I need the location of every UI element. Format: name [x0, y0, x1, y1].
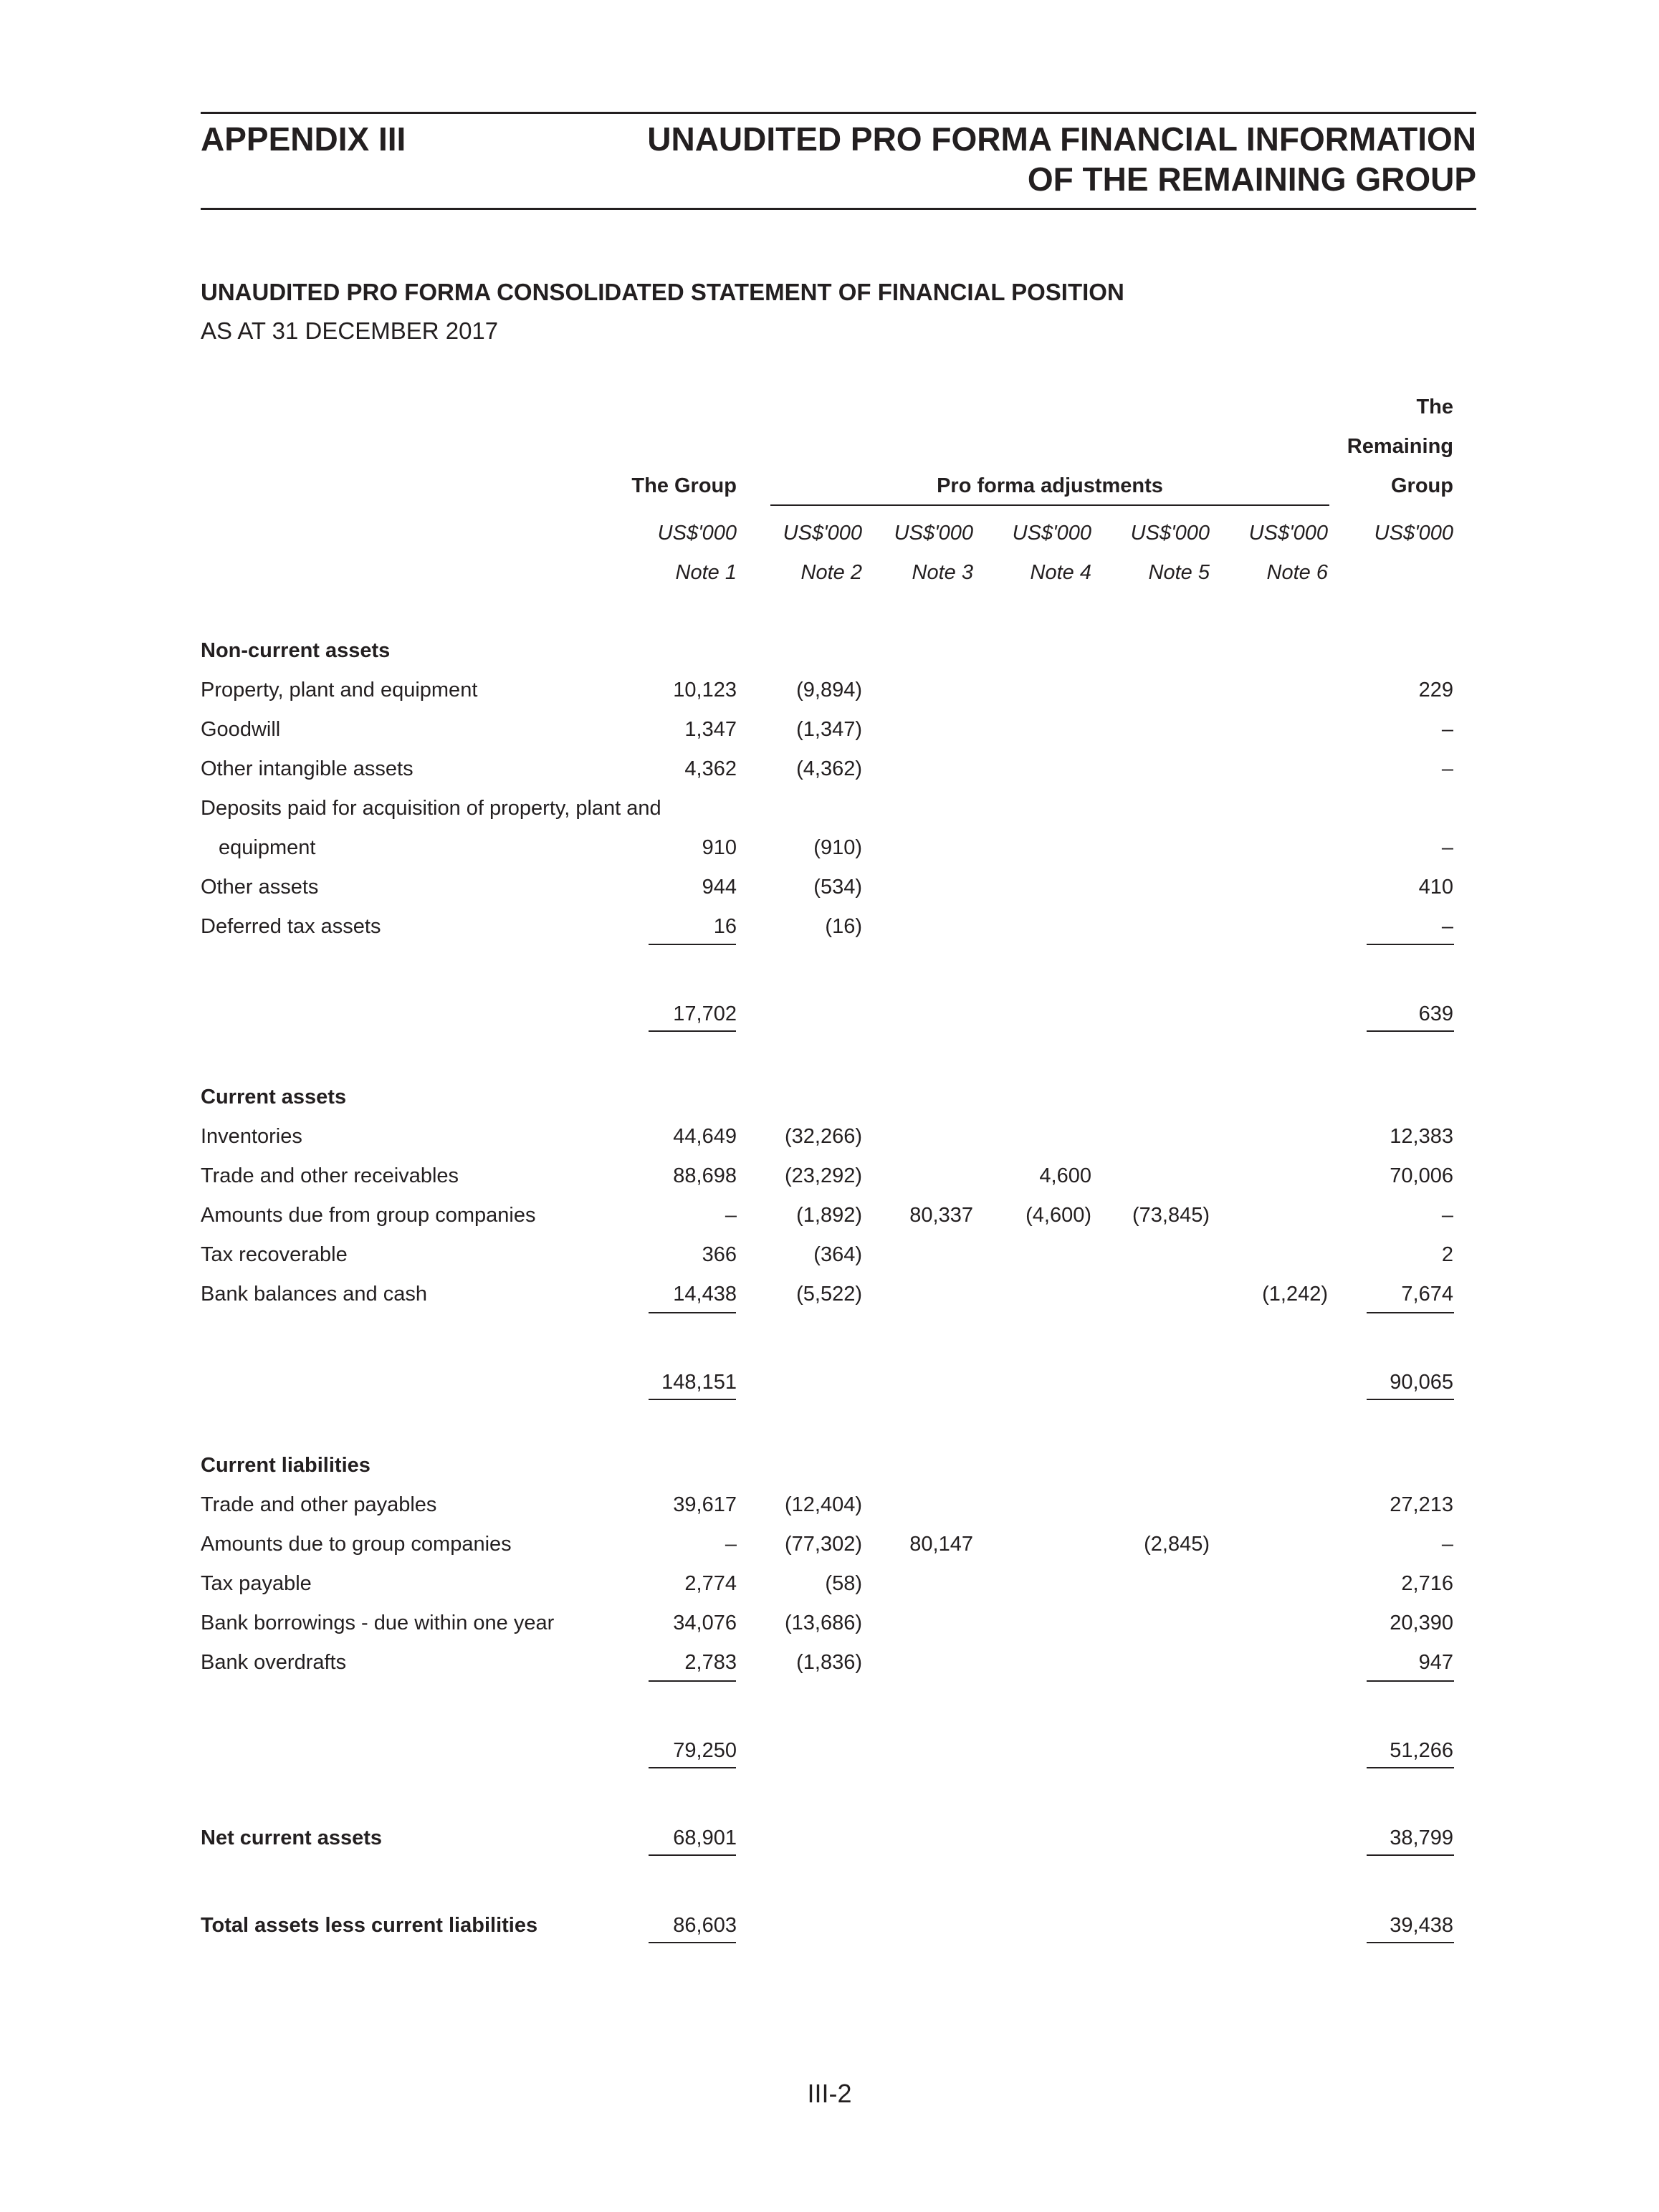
section-noncurrent-assets: Non-current assets — [201, 639, 391, 662]
row-value: 7,674 — [1401, 1283, 1453, 1306]
appendix-title-line-2: OF THE REMAINING GROUP — [1027, 161, 1476, 198]
row-label: Amounts due from group companies — [201, 1204, 536, 1227]
appendix-title-line-1: UNAUDITED PRO FORMA FINANCIAL INFORMATION — [647, 120, 1476, 158]
unit-label: US$'000 — [1248, 522, 1328, 545]
row-value: 34,076 — [673, 1612, 737, 1634]
row-label: Bank borrowings - due within one year — [201, 1612, 555, 1634]
row-value: 44,649 — [673, 1125, 737, 1148]
row-value: 70,006 — [1390, 1164, 1453, 1187]
row-value: 366 — [702, 1243, 737, 1266]
total-rule — [649, 1030, 736, 1032]
row-value: 944 — [702, 876, 737, 899]
row-label: Trade and other receivables — [201, 1164, 459, 1187]
row-value: (9,894) — [796, 679, 862, 702]
note-label: Note 2 — [800, 561, 862, 584]
row-value: (4,600) — [1025, 1204, 1091, 1227]
unit-label: US$'000 — [1012, 522, 1091, 545]
subtotal-rule — [1367, 1680, 1454, 1682]
row-value: (1,242) — [1262, 1283, 1328, 1306]
note-label: Note 3 — [912, 561, 973, 584]
note-label: Note 6 — [1266, 561, 1328, 584]
row-value: 910 — [702, 836, 737, 859]
row-label: Net current assets — [201, 1826, 383, 1849]
header-remaining-line-2: Remaining — [1347, 435, 1453, 458]
row-label: equipment — [219, 836, 316, 859]
row-value: (58) — [825, 1572, 862, 1595]
row-value: 38,799 — [1390, 1826, 1453, 1849]
row-value: – — [725, 1204, 737, 1227]
row-label: Total assets less current liabilities — [201, 1914, 538, 1937]
total-rule — [649, 1854, 736, 1856]
row-value: 410 — [1418, 876, 1453, 899]
total-rule — [1367, 1854, 1454, 1856]
row-value: (77,302) — [784, 1533, 862, 1556]
row-value: 14,438 — [673, 1283, 737, 1306]
row-value: 27,213 — [1390, 1493, 1453, 1516]
header-remaining-line-3: Group — [1391, 474, 1453, 497]
row-value: 2 — [1441, 1243, 1453, 1266]
row-value: (5,522) — [796, 1283, 862, 1306]
row-label: Deferred tax assets — [201, 915, 381, 938]
subtotal-rule — [649, 1680, 736, 1682]
total-rule — [1367, 1942, 1454, 1943]
row-label: Trade and other payables — [201, 1493, 437, 1516]
total-rule — [1367, 1767, 1454, 1768]
row-value: (1,836) — [796, 1651, 862, 1674]
row-value: 947 — [1418, 1651, 1453, 1674]
header-the-group: The Group — [631, 474, 737, 497]
row-value: 51,266 — [1390, 1739, 1453, 1762]
row-value: (73,845) — [1132, 1204, 1210, 1227]
row-value: – — [1441, 757, 1453, 780]
unit-label: US$'000 — [1130, 522, 1210, 545]
note-label: Note 1 — [675, 561, 737, 584]
unit-label: US$'000 — [783, 522, 862, 545]
section-current-liabilities: Current liabilities — [201, 1454, 370, 1477]
row-value: (364) — [813, 1243, 862, 1266]
row-value: – — [1441, 718, 1453, 741]
row-value: 20,390 — [1390, 1612, 1453, 1634]
header-pro-forma-adjustments: Pro forma adjustments — [937, 474, 1163, 497]
subtotal-rule — [1367, 944, 1454, 945]
row-label: Other assets — [201, 876, 319, 899]
row-label: Tax recoverable — [201, 1243, 348, 1266]
row-value: 80,337 — [909, 1204, 973, 1227]
row-value: (32,266) — [784, 1125, 862, 1148]
row-value: (534) — [813, 876, 862, 899]
statement-subtitle: AS AT 31 DECEMBER 2017 — [201, 317, 499, 344]
row-label: Tax payable — [201, 1572, 312, 1595]
row-value: 79,250 — [673, 1739, 737, 1762]
total-rule — [649, 1399, 736, 1400]
row-value: (4,362) — [796, 757, 862, 780]
row-value: (23,292) — [784, 1164, 862, 1187]
row-value: 639 — [1418, 1002, 1453, 1025]
row-value: 90,065 — [1390, 1371, 1453, 1394]
header-bottom-rule — [201, 208, 1476, 210]
row-value: – — [725, 1533, 737, 1556]
row-label: Other intangible assets — [201, 757, 413, 780]
row-value: (910) — [813, 836, 862, 859]
adjustments-header-rule — [770, 504, 1329, 506]
row-value: 4,600 — [1039, 1164, 1091, 1187]
row-value: – — [1441, 915, 1453, 938]
row-value: (1,347) — [796, 718, 862, 741]
unit-label: US$'000 — [657, 522, 737, 545]
row-value: (2,845) — [1144, 1533, 1210, 1556]
row-value: 86,603 — [673, 1914, 737, 1937]
row-value: 80,147 — [909, 1533, 973, 1556]
total-rule — [649, 1942, 736, 1943]
note-label: Note 4 — [1030, 561, 1091, 584]
row-value: 16 — [713, 915, 737, 938]
statement-title: UNAUDITED PRO FORMA CONSOLIDATED STATEMENT OF FINANCIAL POSITION — [201, 279, 1124, 305]
row-value: (16) — [825, 915, 862, 938]
unit-label: US$'000 — [894, 522, 973, 545]
total-rule — [1367, 1030, 1454, 1032]
subtotal-rule — [649, 1312, 736, 1313]
row-value: 39,617 — [673, 1493, 737, 1516]
row-value: – — [1441, 1204, 1453, 1227]
appendix-label: APPENDIX III — [201, 120, 406, 158]
row-value: 39,438 — [1390, 1914, 1453, 1937]
row-value: 68,901 — [673, 1826, 737, 1849]
subtotal-rule — [1367, 1312, 1454, 1313]
row-value: 2,783 — [684, 1651, 737, 1674]
row-label: Bank overdrafts — [201, 1651, 347, 1674]
page-number: III-2 — [807, 2079, 852, 2108]
row-value: – — [1441, 1533, 1453, 1556]
row-value: (12,404) — [784, 1493, 862, 1516]
row-value: (13,686) — [784, 1612, 862, 1634]
unit-label: US$'000 — [1374, 522, 1453, 545]
row-value: 10,123 — [673, 679, 737, 702]
row-value: 1,347 — [684, 718, 737, 741]
row-value: – — [1441, 836, 1453, 859]
row-label: Inventories — [201, 1125, 302, 1148]
subtotal-rule — [649, 944, 736, 945]
row-value: (1,892) — [796, 1204, 862, 1227]
header-remaining-line-1: The — [1416, 396, 1453, 418]
row-label: Goodwill — [201, 718, 281, 741]
total-rule — [1367, 1399, 1454, 1400]
appendix-title — [647, 119, 1476, 199]
total-rule — [649, 1767, 736, 1768]
row-value: 148,151 — [661, 1371, 737, 1394]
section-current-assets: Current assets — [201, 1086, 347, 1109]
row-value: 17,702 — [673, 1002, 737, 1025]
row-value: 4,362 — [684, 757, 737, 780]
row-label: Bank balances and cash — [201, 1283, 427, 1306]
header-top-rule — [201, 112, 1476, 114]
row-value: 12,383 — [1390, 1125, 1453, 1148]
row-value: 229 — [1418, 679, 1453, 702]
row-label: Deposits paid for acquisition of property, plant and — [201, 797, 661, 820]
row-label: Amounts due to group companies — [201, 1533, 512, 1556]
row-value: 88,698 — [673, 1164, 737, 1187]
row-value: 2,774 — [684, 1572, 737, 1595]
note-label: Note 5 — [1148, 561, 1210, 584]
row-value: 2,716 — [1401, 1572, 1453, 1595]
row-label: Property, plant and equipment — [201, 679, 478, 702]
